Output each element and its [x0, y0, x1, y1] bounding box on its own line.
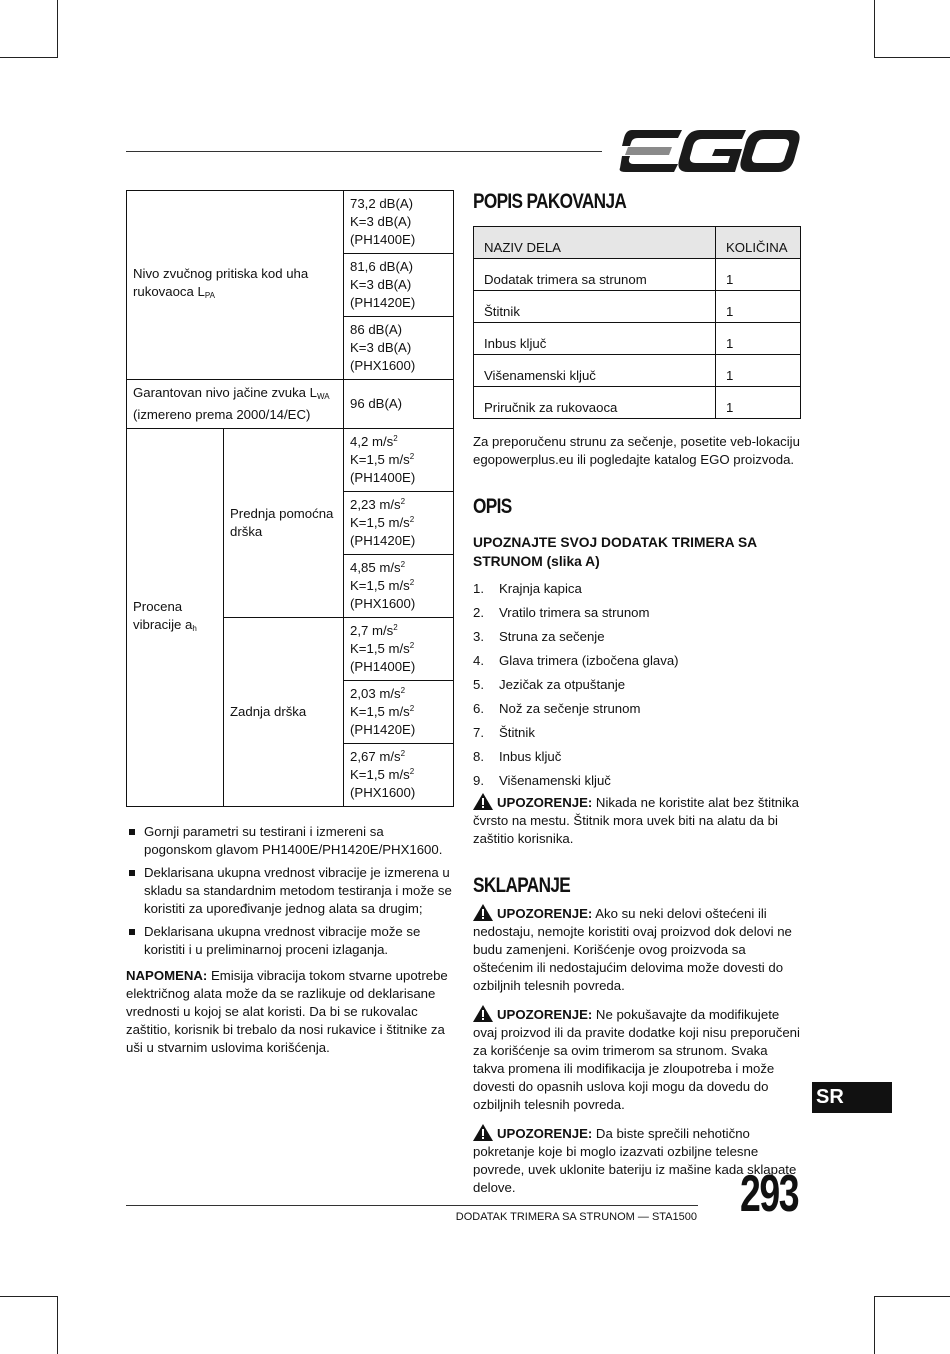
rear-vibration-ph1400e: 2,7 $m/s^2$ K=1,5 $m/s^2$ (PH1400E) [344, 618, 454, 681]
crop-mark [0, 57, 58, 58]
column-header-part-name: NAZIV DELA [474, 227, 716, 259]
sound-power-standard: (izmereno prema 2000/14/EC) [133, 407, 311, 422]
table-row: Priručnik za rukovaoca 1 [474, 387, 801, 419]
ego-logo [618, 130, 800, 172]
noise-pressure-label: Nivo zvučnog pritiska kod uha rukovaoca L [133, 266, 309, 299]
sound-power-label-cell [127, 380, 344, 429]
list-item: 1. Krajnja kapica [473, 581, 582, 596]
noise-pressure-label-cell [127, 191, 344, 380]
list-item: Gornji parametri su testirani i izmereni sa pogonskom glavom PH1400E/PH1420E/PHX1600. [126, 823, 454, 859]
column-header-quantity: KOLIČINA [716, 227, 801, 259]
front-vibration-ph1420e: 2,23 $m/s^2$ K=1,5 $m/s^2$ (PH1420E) [344, 492, 454, 555]
footer-title: DODATAK TRIMERA SA STRUNOM — STA1500 [455, 1211, 697, 1223]
guard-warning: UPOZORENJE: Nikada ne koristite alat bez štitnika čvrsto na mestu. Štitnik mora uvek biti na alatu da bi zaštitio korisnika. [473, 795, 799, 846]
footer-rule [126, 1205, 698, 1206]
noise-pressure-subscript: PA [204, 291, 215, 300]
recommended-line-text: Za preporučenu strunu za sečenje, posetite veb-lokaciju egopowerplus.eu ili pogledajte katalog EGO proizvoda. [473, 434, 800, 467]
list-item: 2. Vratilo trimera sa strunom [473, 605, 650, 620]
right-column [473, 190, 801, 1197]
sound-power-subscript: WA [317, 392, 330, 401]
warning-triangle-icon [473, 793, 493, 810]
parts-list [473, 577, 801, 793]
warning-triangle-icon [473, 1124, 493, 1141]
table-row: Štitnik 1 [474, 291, 801, 323]
list-item: 6. Nož za sečenje strunom [473, 701, 641, 716]
assembly-title: SKLAPANJE [473, 874, 571, 897]
rear-vibration-phx1600: 2,67 $m/s^2$ K=1,5 $m/s^2$ (PHX1600) [344, 744, 454, 807]
table-row: Dodatak trimera sa strunom 1 [474, 259, 801, 291]
vibration-subscript: h [192, 623, 197, 633]
vibration-label-cell [127, 429, 224, 807]
packing-list-table [473, 226, 801, 419]
sound-power-value: 96 dB(A) [344, 380, 454, 429]
crop-mark [874, 1296, 950, 1297]
table-row: Inbus ključ 1 [474, 323, 801, 355]
warning-triangle-icon [473, 904, 493, 921]
crop-mark [57, 1296, 58, 1354]
rear-handle-label: Zadnja drška [224, 618, 344, 807]
noise-value-phx1600: 86 dB(A) K=3 dB(A) (PHX1600) [344, 317, 454, 380]
crop-mark [57, 0, 58, 58]
damaged-parts-warning: UPOZORENJE: Ako su neki delovi oštećeni ili nedostaju, nemojte koristiti ovaj proizvod dok delovi ne budu zamenjeni. Korišćenje ovog proizvoda sa oštećenim ili nedostajućim delovima može dovesti do ozbiljnih telesnih povreda. [473, 906, 792, 993]
description-title: OPIS [473, 495, 512, 518]
list-item: 3. Struna za sečenje [473, 629, 605, 644]
front-vibration-ph1400e: 4,2 $m/s^2$ K=1,5 $m/s^2$ (PH1400E) [344, 429, 454, 492]
modification-warning: UPOZORENJE: Ne pokušavajte da modifikujete ovaj proizvod ili da pravite dodatke koji nisu preporučeni za korišćenje sa ovim trimerom sa strunom. Svaka takva promena ili modifikacija je zloupotreba i može dovesti do opasnih uslova koji mogu da dovedu do ozbiljnih telesnih povreda. [473, 1007, 800, 1112]
warning-triangle-icon [473, 1005, 493, 1022]
list-item: Deklarisana ukupna vrednost vibracije može se koristiti i u preliminarnoj proceni izlaganja. [126, 923, 454, 959]
list-item: 7. Štitnik [473, 725, 535, 740]
left-column [126, 190, 454, 1057]
crop-mark [0, 1296, 58, 1297]
specifications-table [126, 190, 454, 807]
list-item: 9. Višenamenski ključ [473, 773, 611, 788]
list-item: 4. Glava trimera (izbočena glava) [473, 653, 679, 668]
language-tab: SR [812, 1082, 892, 1113]
parameter-notes-list [126, 823, 454, 959]
crop-mark [874, 1296, 875, 1354]
vibration-label: Procena vibracije a [133, 598, 193, 632]
list-item: 8. Inbus ključ [473, 749, 562, 764]
crop-mark [874, 0, 875, 58]
crop-mark [874, 57, 950, 58]
sound-power-label: Garantovan nivo jačine zvuka L [133, 385, 318, 400]
vibration-note: NAPOMENA: Emisija vibracija tokom stvarne upotrebe električnog alata može da se razlikuje od deklarisane vrednosti u kojoj se alat koristi. Da bi se rukovalac zaštitio, korisnik bi trebalo da nosi rukavice i štitnike za uši u stvarnim uslovima korišćenja. [126, 968, 448, 1055]
table-row: Višenamenski ključ 1 [474, 355, 801, 387]
rear-vibration-ph1420e: 2,03 $m/s^2$ K=1,5 $m/s^2$ (PH1420E) [344, 681, 454, 744]
battery-removal-warning: UPOZORENJE: Da biste sprečili nehotično pokretanje koje bi moglo izazvati ozbiljne telesne povrede, uvek uklonite bateriju iz mašine kada sklapate delove. [473, 1126, 797, 1195]
list-item: 5. Jezičak za otpuštanje [473, 677, 626, 692]
description-subtitle: UPOZNAJTE SVOJ DODATAK TRIMERA SA STRUNOM (slika A) [473, 535, 757, 569]
front-handle-label: Prednja pomoćna drška [224, 429, 344, 618]
header-rule [126, 151, 602, 152]
packing-list-title: POPIS PAKOVANJA [473, 190, 627, 213]
list-item: Deklarisana ukupna vrednost vibracije je izmerena u skladu sa standardnim metodom testiranja i može se koristiti za upoređivanje jednog alata sa drugim; [126, 864, 454, 918]
page-number: 293 [740, 1165, 799, 1223]
noise-value-ph1420e: 81,6 dB(A) K=3 dB(A) (PH1420E) [344, 254, 454, 317]
noise-value-ph1400e: 73,2 dB(A) K=3 dB(A) (PH1400E) [344, 191, 454, 254]
front-vibration-phx1600: 4,85 $m/s^2$ K=1,5 $m/s^2$ (PHX1600) [344, 555, 454, 618]
